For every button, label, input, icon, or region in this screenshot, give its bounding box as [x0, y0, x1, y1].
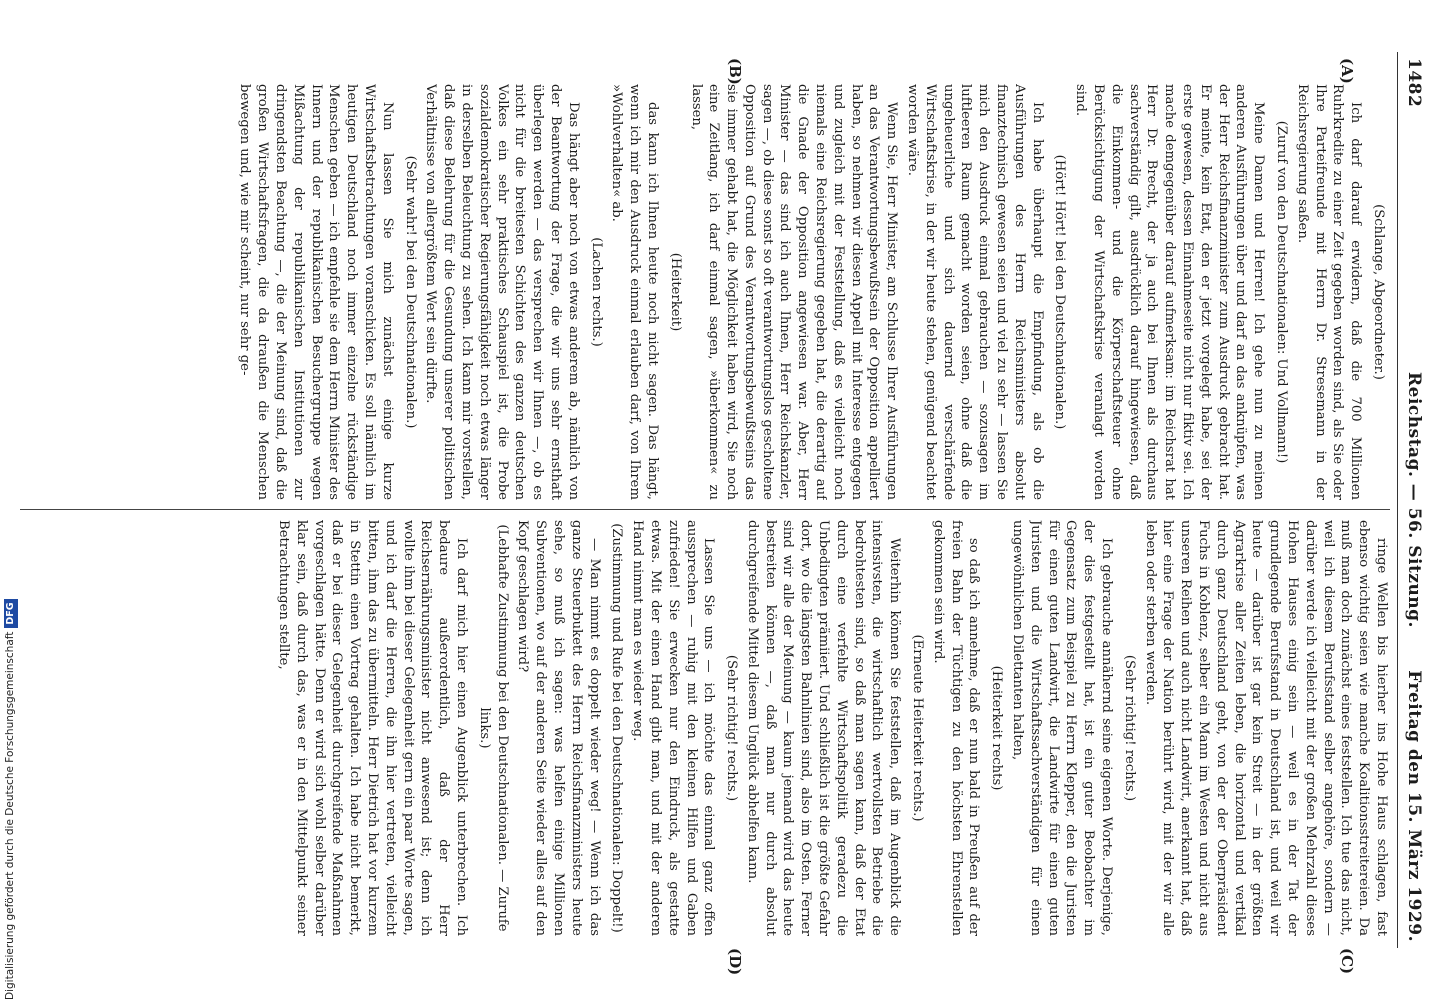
interjection: (Lebhafte Zustimmung bei den Deutschnationalen. — Zurufe links.) — [476, 524, 510, 932]
column-divider — [20, 509, 1390, 510]
paragraph: Weiterhin können Sie feststellen, daß im Augenblick die intensivsten, die wirtschaftlich wertvollsten Betriebe die bedrohtesten sind, so daß man sagen kann, daß der Etat durch eine verfehlte Wirtschaftspolitik geradezu die Unbedingten prämiiert. Und schließlich ist die größte Gefahr dort, wo die längsten Bahnlinien sind, also im Osten. Ferner sind wir alle der Meinung — kaum jemand wird das heute bestreiten können —, daß man nur durch absolut durchgreifende Mittel diesem Unglück abhelfen kann. — [744, 520, 903, 936]
session-title: Reichstag. — 56. Sitzung. — [1404, 372, 1424, 628]
interjection: (Heiterkeit rechts) — [989, 665, 1005, 791]
interjection: (Zustimmung und Rufe bei den Deutschnationalen: Doppelt!) — [609, 523, 625, 933]
digitization-credit — [0, 600, 20, 1000]
interjection: (Lachen rechts.) — [588, 237, 604, 347]
session-date: Freitag den 15. März 1929. — [1404, 670, 1424, 942]
paragraph: Nun lassen Sie mich zunächst einige kurze Wirtschaftsbetrachtungen voranschicken. Es soll nämlich im heutigen Deutschland noch immer einzelne rückständige Menschen geben — ich empfehle sie dem Herrn Minister des Innern und der republikanischen Besuchergruppe wegen Mißachtung der republikanischen Institutionen zur dringendsten Beachtung —, die der Meinung sind, daß die großen Wirtschaftsfragen, die da draußen die Menschen bewegen und, wie mir scheint, nur sehr ge- — [237, 84, 395, 500]
credit-text: Digitalisierung gefördert durch die Deutsche Forschungsgemeinschaft — [4, 631, 16, 1000]
interjection: (Zuruf von den Deutschnationalen: Und Vollmann!) — [1274, 120, 1290, 464]
right-column — [12, 520, 1390, 936]
running-head — [1398, 52, 1428, 948]
interjection: (Schlange, Abgeordneter.) — [1371, 204, 1386, 380]
paragraph: — Man nimmt es doppelt wieder weg! — Wenn ich das ganze Steuerbukett des Herrn Reichsfinanzministers heute sehe, so muß ich sagen: was helfen einige Millionen Subventionen, wo auf der anderen Seite wieder alles auf den Kopf geschlagen wird? — [515, 520, 602, 936]
paragraph: das kann ich Ihnen heute noch nicht sagen. Das hängt, wenn ich mir den Ausdruck einmal erlauben darf, von Ihrem »Wohlverhalten« ab. — [609, 84, 660, 500]
interjection: (Hört! Hört! bei den Deutschnationalen.) — [1052, 154, 1068, 430]
margin-marker-c: (C) — [1338, 948, 1356, 975]
paragraph: Ich darf mich hier einen Augenblick unterbrechen. Ich bedaure außerordentlich, daß der Herr Reichsernährungsminister nicht anwesend ist; denn ich wollte ihm bei dieser Gelegenheit gern ein paar Worte sagen, und ich darf die Herren, die ihn hier vertreten, vielleicht bitten, ihm das zu übermitteln. Herr Dietrich hat vor kurzem in Stettin einen Vortrag gehalten. Ich habe nicht bemerkt, daß er bei dieser Gelegenheit durchgreifende Maßnahmen vorgeschlagen hätte. Denn er wird sich wohl selber darüber klar sein, daß durch das, was er in den Mittelpunkt seiner Betrachtungen stellte, — [275, 520, 469, 936]
paragraph: Ich gebrauche annähernd seine eigenen Worte. Derjenige, der dies festgestellt hat, ist ein guter Beobachter im Gegensatz zum Beispiel zu Herrn Klepper, den die Juristen für einen guten Landwirt, die Landwirte für einen guten Juristen und die Wirtschaftssachverständigen für einen ungewöhnlichen Dilettanten halten, — [1010, 520, 1115, 936]
paragraph: Das hängt aber noch von etwas anderem ab, nämlich von der Beantwortung der Frage, die wir uns sehr ernsthaft überlegen werden — das versprechen wir Ihnen —, ob es nicht für die breitesten Schichten des ganzen deutschen Volkes ein sehr praktisches Schauspiel ist, die Probe sozialdemokratischer Regierungsfähigkeit noch etwas länger in derselben Beleuchtung zu sehen. Ich kann mir vorstellen, daß diese Belehrung für die Gesundung unserer politischen Verhältnisse von allergrößtem Wert sein dürfte. — [423, 84, 581, 500]
paragraph: Ich darf darauf erwidern, daß die 700 Millionen Ruhrkredite zu einer Zeit gegeben worden sind, als Sie oder Ihre Parteifreunde mit Herrn Dr. Stresemann in der Reichsregierung saßen. — [1294, 84, 1364, 500]
margin-marker-d: (D) — [726, 948, 744, 976]
interjection: (Sehr wahr! bei den Deutschnationalen.) — [402, 155, 418, 429]
paragraph: Wenn Sie, Herr Minister, am Schlusse Ihrer Ausführungen an das Verantwortungsbewußtsein der Opposition appelliert haben, so nehmen wir diesen Appell mit Interesse entgegen und zugleich mit der Feststellung, daß es vielleicht noch niemals eine Reichsregierung gegeben hat, die derartig auf die Gnade der Opposition angewiesen war. Aber, Herr Minister — das sind ich auch Ihnen, Herr Reichskanzler, sagen —, ob diese sonst so oft verantwortungslos gescholtene Opposition auf Grund des Verantwortungsbewußtseins das sie immer gehabt hat, die Möglichkeit haben wird, Sie noch eine Zeitlang, ich darf einmal sagen, »überkommen« zu lassen, — [688, 84, 900, 500]
paragraph: ringe Wellen bis hierher ins Hohe Haus schlagen, fast ebenso wichtig seien wie manche Koalitionsstreitereien. Da muß man doch zunächst eines feststellen. Ich tue das nicht, weil ich diesem Berufsstand selber angehöre, sondern — darüber werde ich vielleicht mit der großen Mehrzahl dieses Hohen Hauses einig sein — weil es in der Tat der grundlegende Berufsstand in Deutschland ist, und weil wir heute — darüber ist gar kein Streit — in der größten Agrarkrise aller Zeiten leben, die horizontal und vertikal durch ganz Deutschland geht, von der der Oberpräsident Fuchs in Koblenz, selber ein Mann im Westen und nicht aus unseren Reihen und auch nicht Landwirt, anerkannt hat, daß hier eine Frage der Nation berührt wird, mit der wir alle leben oder sterben werden. — [1142, 520, 1389, 936]
header-rule — [1397, 52, 1398, 948]
interjection: (Sehr richtig! rechts.) — [724, 654, 740, 802]
interjection: (Sehr richtig! rechts.) — [1121, 654, 1137, 802]
paragraph: so daß ich annehme, daß er nun bald in Preußen auf der freien Bahn der Tüchtigen zu den höchsten Ehrenstellen gekommen sein wird. — [930, 520, 982, 936]
left-column — [12, 84, 1390, 500]
margin-marker-b: (B) — [726, 58, 744, 85]
interjection: (Heiterkeit) — [667, 252, 683, 332]
dfg-logo: DFG — [4, 599, 18, 627]
page-number: 1482 — [1404, 58, 1424, 108]
paragraph: Ich habe überhaupt die Empfindung, als ob die Ausführungen des Herrn Reichsministers absolut finanztechnisch gewesen seien und viel zu sehr — lassen Sie mich den Ausdruck einmal gebrauchen — sozusagen im luftleeren Raum gemacht worden seien, ohne daß die ungeheuerliche und sich dauernd verschärfende Wirtschaftskrise, in der wir heute stehen, genügend beachtet worden wäre. — [905, 84, 1045, 500]
paragraph: Lassen Sie uns — ich möchte das einmal ganz offen aussprechen — ruhig mit den kleinen Hilfen und Gaben zufrieden! Sie erwecken nur den Eindruck, als gestatte etwas. Mit der einen Hand gibt man, und mit der anderen Hand nimmt man es wieder weg. — [630, 520, 717, 936]
interjection: (Erneute Heiterkeit rechts.) — [910, 634, 926, 822]
margin-marker-a: (A) — [1338, 58, 1356, 84]
paragraph: Meine Damen und Herren! Ich gehe nun zu meinen anderen Ausführungen über und darf an das anknüpfen, was der Herr Reichsfinanzminister zum Ausdruck gebracht hat. Er meinte, kein Etat, den er jetzt vorgelegt habe, sei der erste gewesen, dessen Einnahmeseite nicht nur fiktiv sei. Ich mache demgegenüber darauf aufmerksam: im Reichsrat hat Herr Dr. Brecht, der ja auch bei Ihnen als durchaus sachverständig gilt, ausdrücklich darauf hingewiesen, daß die Einkommen- und die Körperschaftsteuer ohne Berücksichtigung der Wirtschaftskrise veranlagt worden sind. — [1073, 84, 1267, 500]
